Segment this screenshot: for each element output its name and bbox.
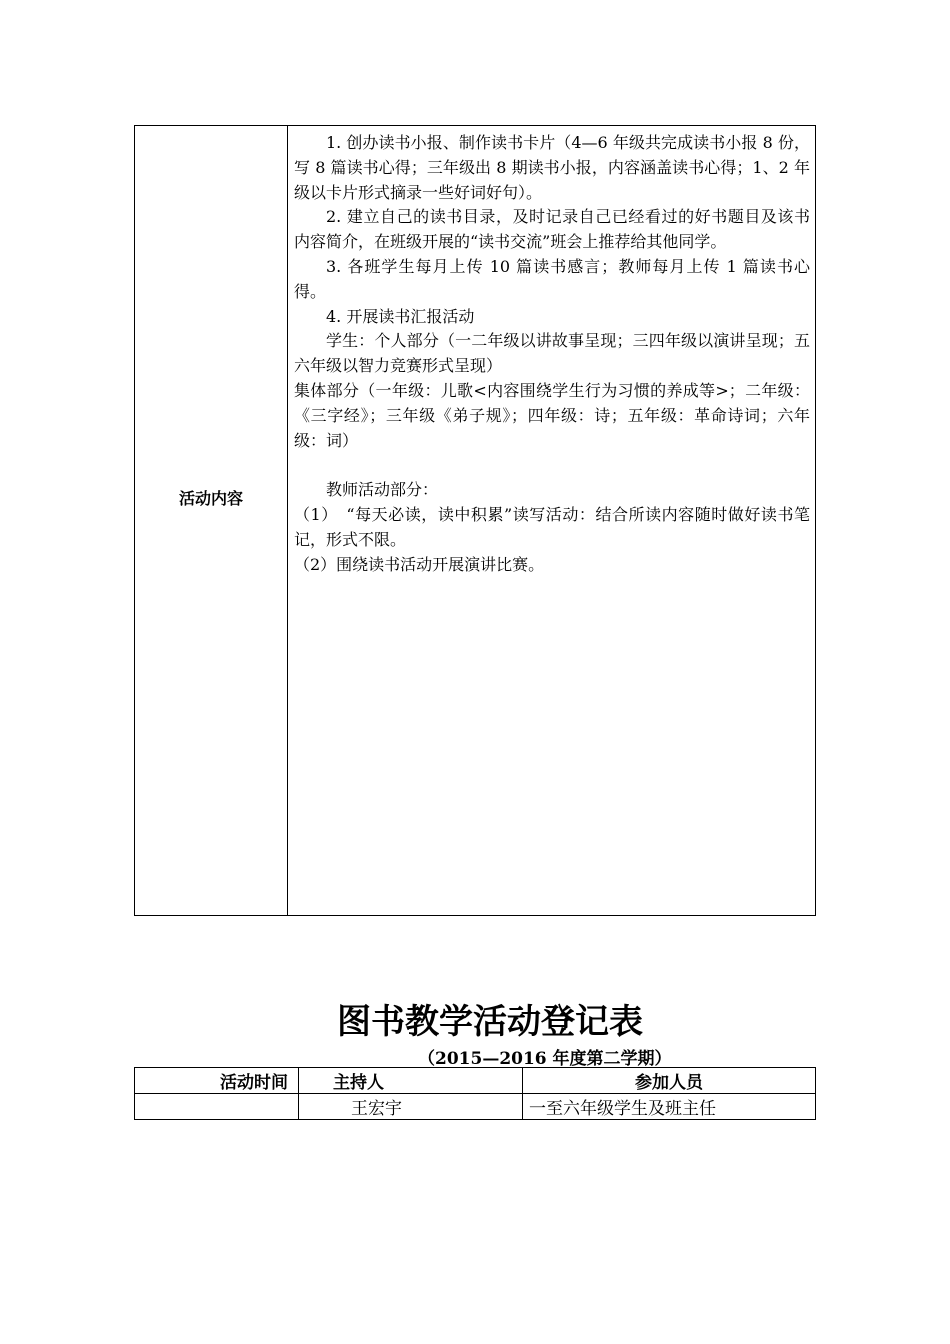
cell-host: 王宏宇 [299,1094,523,1120]
cell-activity-time [135,1094,299,1120]
registration-table [134,1067,816,1120]
content-item-4: 4. 开展读书汇报活动 [326,306,475,326]
header-activity-time: 活动时间 [135,1068,299,1094]
content-item-3: 3. 各班学生每月上传 10 篇读书感言；教师每月上传 1 篇读书心得。 [294,256,810,301]
cell-participants: 一至六年级学生及班主任 [523,1094,816,1120]
registration-header-row [135,1068,816,1094]
form-subtitle: （2015—2016 年度第二学期） [418,1049,672,1069]
header-participants: 参加人员 [523,1068,816,1094]
student-group-part: 集体部分（一年级：儿歌<内容围绕学生行为习惯的养成等>；二年级：《三字经》；三年级《弟子规》；四年级：诗；五年级：革命诗词；六年级：词） [294,380,810,450]
activity-content-table [134,125,816,916]
header-host: 主持人 [299,1068,523,1094]
form-title: 图书教学活动登记表 [337,1002,643,1042]
content-item-2: 2. 建立自己的读书目录，及时记录自己已经看过的好书题目及该书内容简介，在班级开展的“读书交流”班会上推荐给其他同学。 [294,207,810,252]
teacher-activity-2: （2）围绕读书活动开展演讲比赛。 [294,554,545,574]
student-individual-part: 学生：个人部分（一二年级以讲故事呈现；三四年级以演讲呈现；五六年级以智力竞赛形式呈现） [294,331,810,376]
activity-content-label: 活动内容 [178,489,243,508]
teacher-activity-1: （1） “每天必读，读中积累”读写活动：结合所读内容随时做好读书笔记，形式不限。 [294,504,810,549]
content-item-1: 1. 创办读书小报、制作读书卡片（4—6 年级共完成读书小报 8 份，写 8 篇读书心得；三年级出 8 期读书小报，内容涵盖读书心得；1、2 年级以卡片形式摘录一些好词好句）。 [294,133,810,202]
table-row [135,1094,816,1120]
activity-content-cell [294,131,810,577]
teacher-activity-heading: 教师活动部分： [326,480,439,500]
activity-content-label-cell [135,126,288,915]
